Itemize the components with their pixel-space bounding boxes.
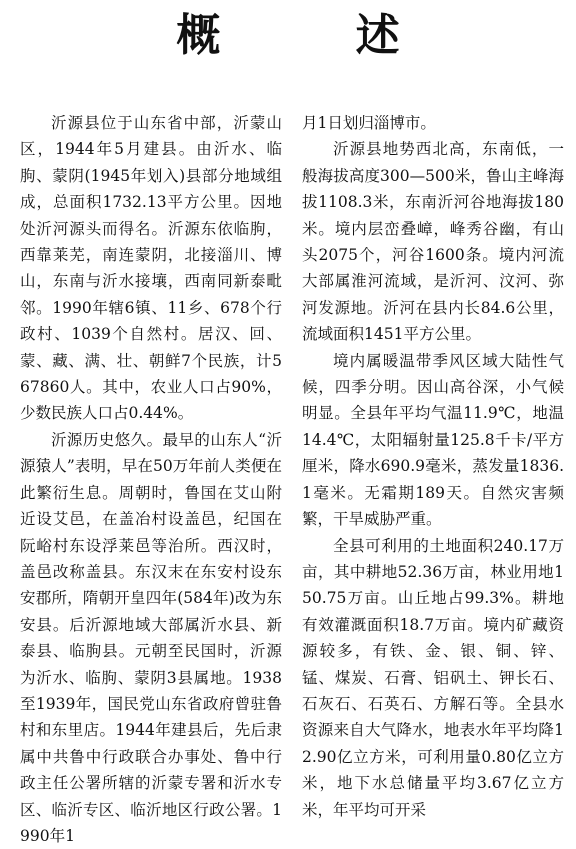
paragraph-history: 沂源历史悠久。最早的山东人“沂源猿人”表明，早在50万年前人类便在此繁衍生息。周朝时，鲁国在艾山附近设艾邑，在盖冶村设盖邑，纪国在阮峪村东设浮莱邑等治所。西汉时，盖邑改称盖县。东汉末在东安村设东安郡所，隋朝开皇四年(584年)改为东安县。后沂源地域大部属沂水县、新泰县、临朐县。元朝至民国时，沂源为沂水、临朐、蒙阴3县属地。1938至1939年，国民党山东省政府曾驻鲁村和东里店。1944年建县后，先后隶属中共鲁中行政联合办事处、鲁中行政主任公署所辖的沂蒙专署和沂水专区、临沂专区、临沂地区行政公署。1990年1 xyxy=(20,430,282,845)
paragraph-history-continued: 月1日划归淄博市。 xyxy=(302,114,436,132)
paragraph-climate: 境内属暖温带季风区域大陆性气候，四季分明。因山高谷深，小气候明显。全县年平均气温11.9℃，地温14.4℃，太阳辐射量125.8千卡/平方厘米，降水690.9毫米，蒸发量1836.1毫米。无霜期189天。自然灾害频繁，干旱威胁严重。 xyxy=(302,351,564,529)
text-column-left xyxy=(20,110,282,849)
paragraph-resources: 全县可利用的土地面积240.17万亩，其中耕地52.36万亩，林业用地150.75万亩。山丘地占99.3%。耕地有效灌溉面积18.7万亩。境内矿藏资源较多，有铁、金、银、铜、锌、锰、煤炭、石膏、铝矾土、钾长石、石灰石、石英石、方解石等。全县水资源来自大气降水，地表水年平均降12.90亿立方米，可利用量0.80亿立方米，地下水总储量平均3.67亿立方米，年平均可开采 xyxy=(302,536,564,819)
page-title: 概 述 xyxy=(176,10,460,61)
paragraph-location: 沂源县位于山东省中部，沂蒙山区，1944年5月建县。由沂水、临朐、蒙阴(1945年划入)县部分地域组成，总面积1732.13平方公里。因地处沂河源头而得名。沂源东依临朐，西靠莱芜，南连蒙阴，北接淄川、博山，东南与沂水接壤，西南同新泰毗邻。1990年辖6镇、11乡、678个行政村、1039个自然村。居汉、回、蒙、藏、满、壮、朝鲜7个民族，计567860人。其中，农业人口占90%，少数民族人口占0.44%。 xyxy=(20,114,282,423)
paragraph-terrain: 沂源县地势西北高，东南低，一般海拔高度300—500米，鲁山主峰海拔1108.3米，东南沂河谷地海拔180米。境内层峦叠嶂，峰秀谷幽，有山头2075个，河谷1600条。境内河流大部属淮河流域，是沂河、汶河、弥河发源地。沂河在县内长84.6公里，流域面积1451平方公里。 xyxy=(302,140,564,344)
text-column-right xyxy=(302,110,564,823)
